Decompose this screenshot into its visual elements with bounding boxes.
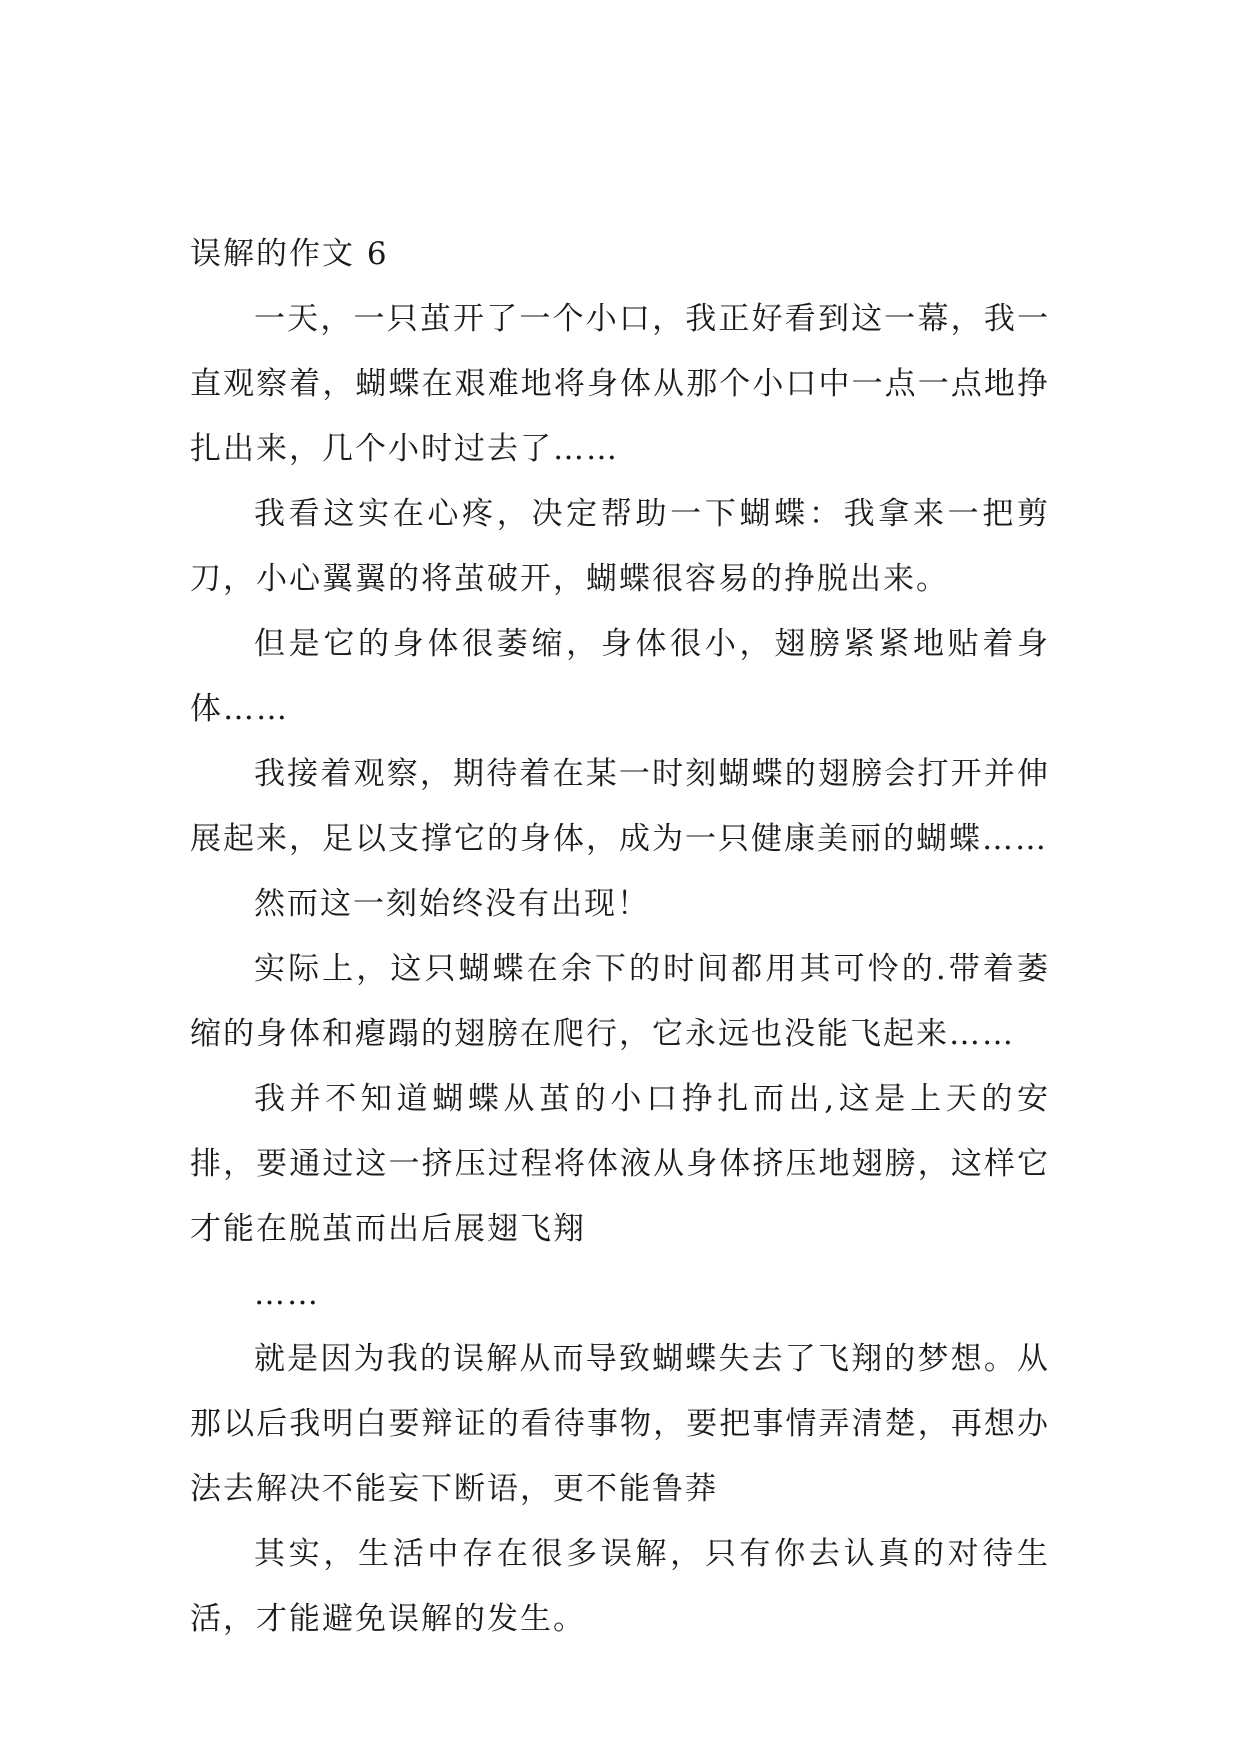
paragraph: 其实，生活中存在很多误解，只有你去认真的对待生活，才能避免误解的发生。 [190,1536,1050,1637]
paragraph: 我接着观察，期待着在某一时刻蝴蝶的翅膀会打开并伸展起来，足以支撑它的身体，成为一只健康美丽的蝴蝶…… [190,756,1050,857]
paragraph: 就是因为我的误解从而导致蝴蝶失去了飞翔的梦想。从那以后我明白要辩证的看待事物，要把事情弄清楚，再想办法去解决不能妄下断语，更不能鲁莽 [190,1341,1050,1507]
paragraph: 然而这一刻始终没有出现！ [254,886,650,922]
paragraph: 一天，一只茧开了一个小口，我正好看到这一幕，我一直观察着，蝴蝶在艰难地将身体从那个小口中一点一点地挣扎出来，几个小时过去了…… [190,301,1050,467]
paragraph: 我并不知道蝴蝶从茧的小口挣扎而出,这是上天的安排，要通过这一挤压过程将体液从身体挤压地翅膀，这样它才能在脱茧而出后展翅飞翔 [190,1081,1050,1247]
document-body [190,222,1050,1652]
paragraph: 我看这实在心疼，决定帮助一下蝴蝶：我拿来一把剪刀，小心翼翼的将茧破开，蝴蝶很容易的挣脱出来。 [190,496,1050,597]
ellipsis-paragraph: …… [254,1276,320,1312]
document-title: 误解的作文 6 [190,236,389,272]
paragraph: 实际上，这只蝴蝶在余下的时间都用其可怜的.带着萎缩的身体和瘪蹋的翅膀在爬行，它永远也没能飞起来…… [190,951,1050,1052]
paragraph: 但是它的身体很萎缩，身体很小，翅膀紧紧地贴着身体…… [190,626,1050,727]
